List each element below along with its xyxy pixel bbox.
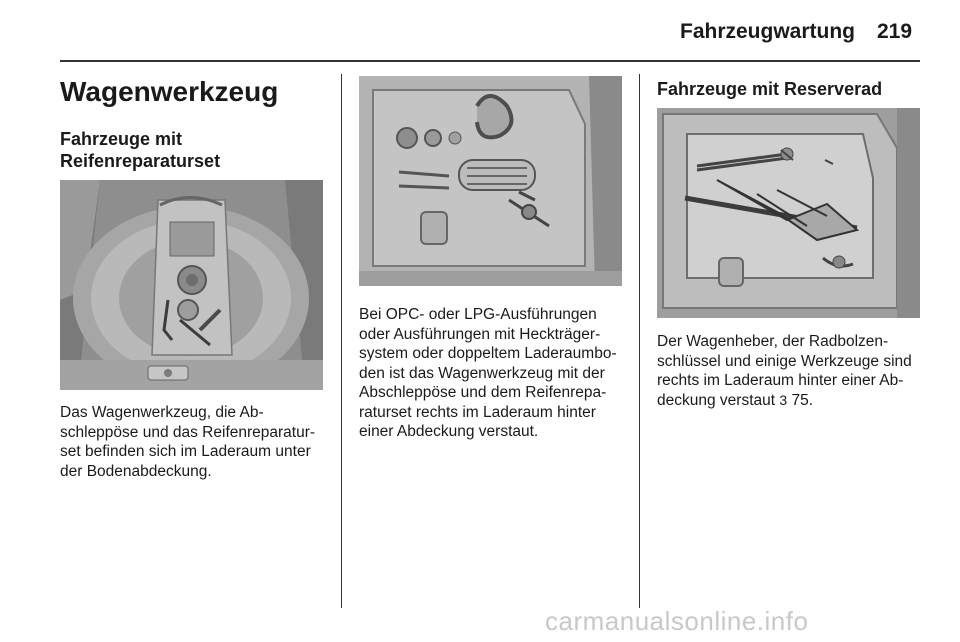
watermark: carmanualsonline.info <box>545 606 809 636</box>
arrow-reference-icon: 3 <box>779 391 788 408</box>
text-line: Abschleppöse und dem Reifenrepa- <box>359 384 607 401</box>
text-line: der Bodenabdeckung. <box>60 462 212 480</box>
text-line: den ist das Wagenwerkzeug mit der <box>359 364 605 382</box>
heading-line: Reifenreparaturset <box>60 151 221 171</box>
text-line: deckung verstaut <box>657 391 776 409</box>
text-line: set befinden sich im Laderaum unter <box>60 443 311 460</box>
text-line: rechts im Laderaum hinter einer Ab- <box>657 372 904 389</box>
figure-trunk-floor-tool-kit <box>60 180 323 390</box>
heading-line: Fahrzeuge mit <box>60 129 183 149</box>
text-line: system oder doppeltem Laderaumbo- <box>359 345 617 362</box>
text-line: Der Wagenheber, der Radbolzen- <box>657 333 889 350</box>
text-line: oder Ausführungen mit Heckträger- <box>359 325 601 343</box>
paragraph-spare-wheel <box>657 332 912 410</box>
text-line: Bei OPC- oder LPG-Ausführungen <box>359 306 597 323</box>
figure-side-compartment-opc-lpg <box>359 76 622 286</box>
text-line-with-reference <box>657 391 912 411</box>
section-heading-repair-kit <box>60 128 220 172</box>
paragraph-repair-kit <box>60 403 315 481</box>
text-line: schlüssel und einige Werkzeuge sind <box>657 352 912 370</box>
text-line: einer Abdeckung verstaut. <box>359 423 539 440</box>
figure-jack-compartment <box>657 108 920 318</box>
running-header-title: Fahrzeugwartung <box>680 20 856 43</box>
column-divider-2 <box>639 74 640 608</box>
page-reference-link[interactable]: 75. <box>791 391 814 409</box>
header-rule <box>60 60 920 62</box>
page-number: 219 <box>877 20 913 43</box>
text-line: Das Wagenwerkzeug, die Ab- <box>60 404 264 421</box>
text-line: raturset rechts im Laderaum hinter <box>359 403 596 421</box>
section-heading-spare-wheel: Fahrzeuge mit Reserverad <box>657 79 883 99</box>
column-divider-1 <box>341 74 342 608</box>
paragraph-opc-lpg <box>359 305 617 442</box>
text-line: schleppöse und das Reifenreparatur- <box>60 423 316 441</box>
page-title: Wagenwerkzeug <box>60 76 279 107</box>
